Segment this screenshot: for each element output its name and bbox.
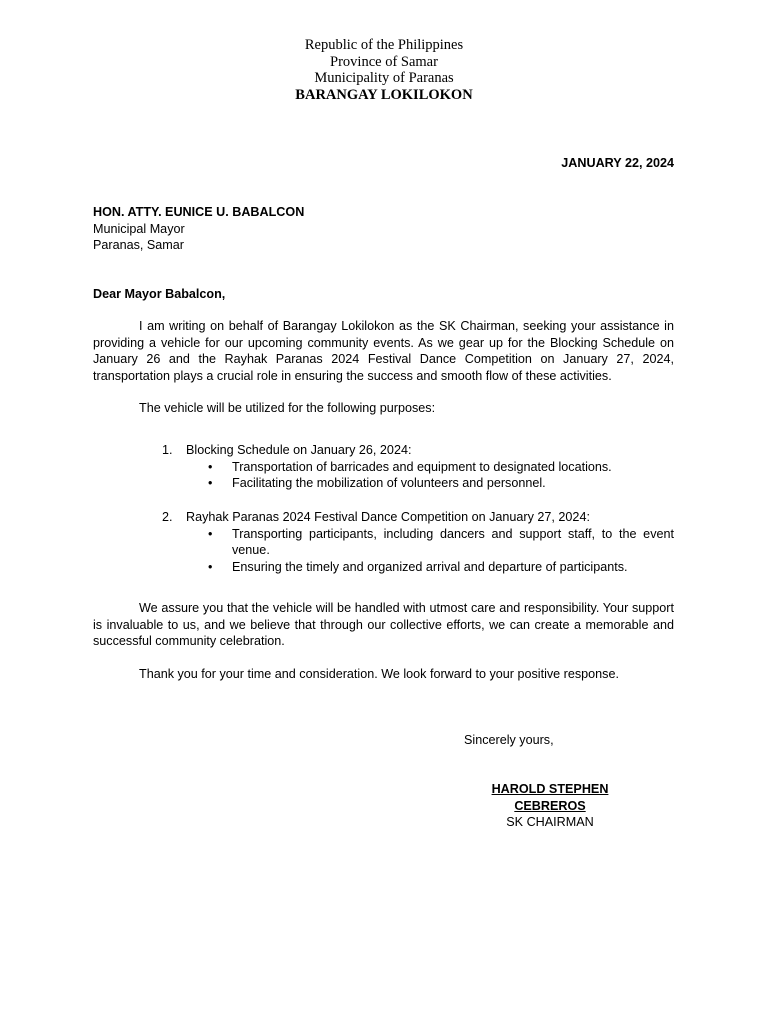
letterhead-barangay: BARANGAY LOKILOKON xyxy=(295,86,473,103)
purpose-bullet-text: Transportation of barricades and equipment to designated locations. xyxy=(232,459,612,474)
bullet-icon: • xyxy=(208,559,213,574)
salutation: Dear Mayor Babalcon, xyxy=(93,287,226,301)
paragraph-intro-text: I am writing on behalf of Barangay Lokilokon as the SK Chairman, seeking your assistance in providing a vehicle for our upcoming community events. As we gear up for the Blocking Schedule on January 26 and the Rayhak Paranas 2024 Festival Dance Competition on January 27, 2024, transportation plays a crucial role in ensuring the success and smooth flow of these activities. xyxy=(93,319,674,383)
signatory-name: HAROLD STEPHEN CEBREROS xyxy=(491,782,609,813)
paragraph-assurance xyxy=(93,600,674,650)
paragraph-purposes-lead-text: The vehicle will be utilized for the following purposes: xyxy=(139,401,436,415)
purpose-bullet xyxy=(162,475,674,492)
addressee-title: Municipal Mayor xyxy=(93,221,185,236)
addressee-location: Paranas, Samar xyxy=(93,238,184,252)
purpose-bullet-text: Transporting participants, including dancers and support staff, to the event venue. xyxy=(232,526,674,557)
bullet-icon: • xyxy=(208,459,213,474)
letterhead-country: Republic of the Philippines xyxy=(304,37,464,53)
bullet-icon: • xyxy=(208,526,213,541)
paragraph-assurance-text: We assure you that the vehicle will be handled with utmost care and responsibility. Your support is invaluable to us, and we believe that through our collective efforts, we can create a memorable and successful community celebration. xyxy=(93,601,674,648)
purpose-bullet-text: Facilitating the mobilization of volunteers and personnel. xyxy=(232,476,546,490)
letterhead xyxy=(0,37,768,103)
purpose-item-1 xyxy=(162,442,674,492)
purpose-number: 2. xyxy=(162,510,173,524)
paragraph-thanks xyxy=(93,666,674,683)
purpose-bullet-text: Ensuring the timely and organized arrival and departure of participants. xyxy=(232,559,628,574)
letterhead-municipality: Municipality of Paranas xyxy=(314,70,454,87)
paragraph-purposes-lead xyxy=(93,400,674,417)
letterhead-province: Province of Samar xyxy=(330,53,438,70)
closing: Sincerely yours, xyxy=(464,733,554,747)
purpose-number: 1. xyxy=(162,443,173,457)
bullet-icon: • xyxy=(208,476,213,490)
purpose-title: Rayhak Paranas 2024 Festival Dance Competition on January 27, 2024: xyxy=(186,510,590,524)
paragraph-intro xyxy=(93,318,674,384)
paragraph-thanks-text: Thank you for your time and consideration. We look forward to your positive response. xyxy=(139,667,619,681)
addressee-block xyxy=(93,204,304,254)
addressee-name: HON. ATTY. EUNICE U. BABALCON xyxy=(93,205,305,219)
signatory-title: SK CHAIRMAN xyxy=(506,815,594,829)
letter-date: JANUARY 22, 2024 xyxy=(561,156,674,170)
purpose-title: Blocking Schedule on January 26, 2024: xyxy=(186,443,412,457)
signature-block xyxy=(464,781,636,831)
purpose-bullet xyxy=(162,526,674,559)
purpose-bullet xyxy=(162,559,674,576)
purpose-item-2 xyxy=(162,509,674,575)
purpose-bullet xyxy=(162,459,674,476)
